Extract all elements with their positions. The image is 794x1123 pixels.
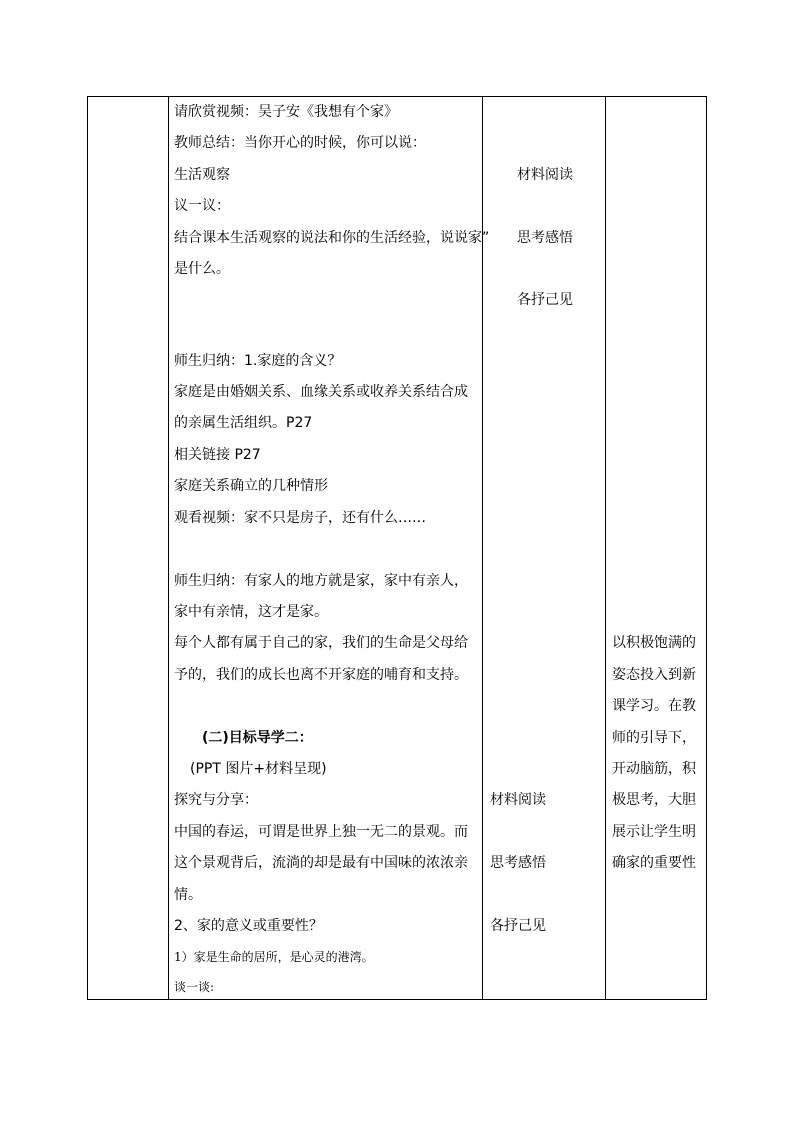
intent-line: 极思考，大胆 [612,792,696,808]
intent-line: 以积极饱满的 [612,635,696,651]
activity-line: 材料阅读 [490,792,546,808]
intent-line: 课学习。在教 [612,698,696,714]
content-line: 中国的春运，可谓是世界上独一无二的景观。而 [174,824,468,840]
content-line: (PPT 图片+材料呈现) [190,761,327,777]
activity-line: 各抒己见 [490,918,546,934]
content-line: 请欣赏视频：吴子安《我想有个家》 [174,104,398,120]
content-line: 情。 [174,887,202,903]
content-line: 师生归纳：1.家庭的含义？ [174,353,342,369]
activity-line: 思考感悟 [517,230,573,246]
content-line: 1）家是生命的居所，是心灵的港湾。 [174,950,374,964]
content-line: 家庭是由婚姻关系、血缘关系或收养关系结合成 [174,384,468,400]
content-line: 的亲属生活组织。P27 [174,415,313,431]
intent-line: 开动脑筋，积 [612,761,696,777]
intent-line: 姿态投入到新 [612,667,696,683]
content-line: 教师总结：当你开心的时候，你可以说： [174,135,426,151]
content-line: 议一议： [174,198,230,214]
column-divider [605,97,606,999]
activity-line: 各抒己见 [517,292,573,308]
intent-line: 展示让学生明 [612,824,696,840]
content-line: 探究与分享： [174,792,258,808]
content-line: 观看视频：家不只是房子，还有什么…… [174,510,426,526]
content-line: 结合课本生活观察的说法和你的生活经验，说说家” [174,230,490,246]
content-line: 2、家的意义或重要性？ [174,918,323,934]
content-line: 谈一谈: [174,980,215,994]
section-heading: (二)目标导学二： [202,730,313,746]
content-line: 是什么。 [174,261,230,277]
content-line: 家庭关系确立的几种情形 [174,478,328,494]
content-line: 师生归纳：有家人的地方就是家，家中有亲人， [174,573,468,589]
content-line: 生活观察 [174,167,230,183]
content-line: 家中有亲情，这才是家。 [174,604,328,620]
content-line: 相关链接 P27 [174,447,261,463]
intent-line: 确家的重要性 [612,855,696,871]
content-line: 予的，我们的成长也离不开家庭的哺育和支持。 [174,667,468,683]
content-line: 这个景观背后，流淌的却是最有中国味的浓浓亲 [174,855,468,871]
column-divider [168,97,169,999]
intent-line: 师的引导下， [612,730,696,746]
content-line: 每个人都有属于自己的家，我们的生命是父母给 [174,635,468,651]
activity-line: 材料阅读 [517,167,573,183]
activity-line: 思考感悟 [490,855,546,871]
